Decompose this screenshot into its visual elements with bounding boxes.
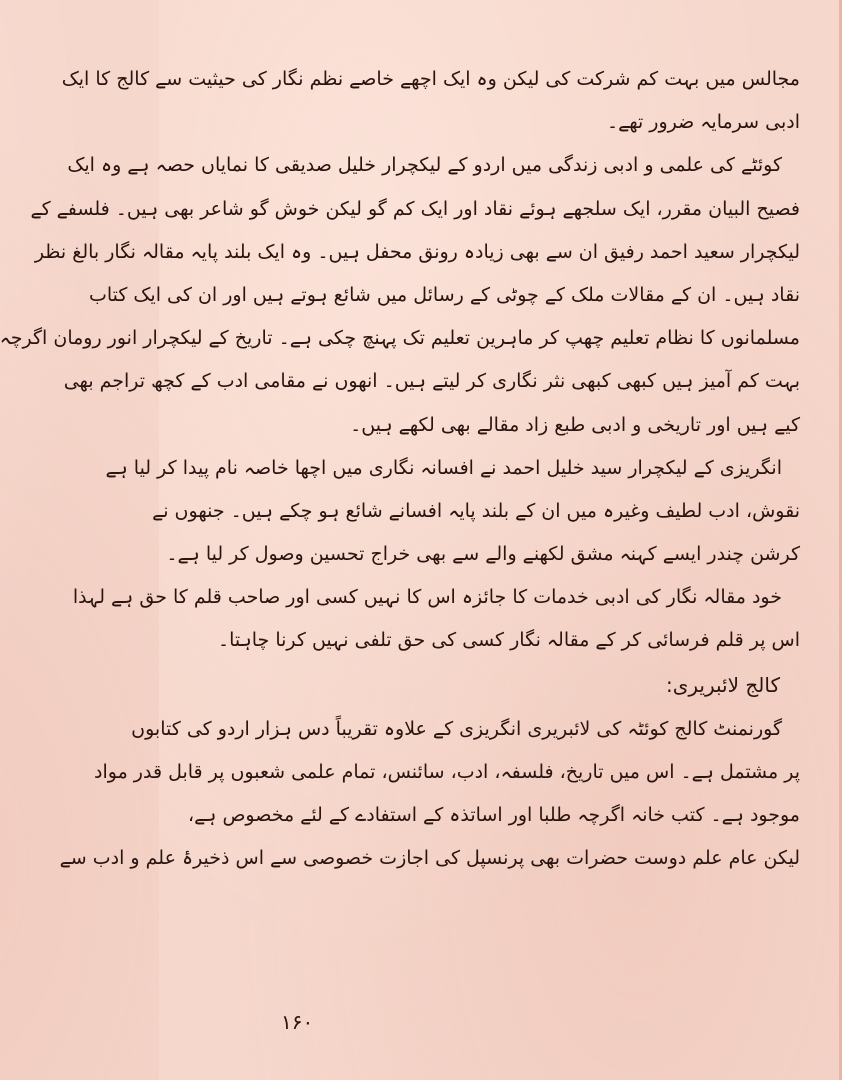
text-line: پر مشتمل ہے۔ اس میں تاریخ، فلسفہ، ادب، سائنس، تمام علمی شعبوں پر قابل قدر مواد — [94, 760, 800, 783]
text-line: خود مقالہ نگار کی ادبی خدمات کا جائزہ اس کا نہیں کسی اور صاحب قلم کا حق ہے لہذا — [72, 586, 782, 609]
text-line: کیے ہیں اور تاریخی و ادبی طبع زاد مقالے بھی لکھے ہیں۔ — [350, 413, 800, 436]
page-number: ۱۶۰ — [281, 1010, 314, 1034]
text-line: لیکن عام علم دوست حضرات بھی پرنسپل کی اجازت خصوصی سے اس ذخیرۂ علم و ادب سے — [59, 847, 800, 870]
text-line: کوئٹے کی علمی و ادبی زندگی میں اردو کے لیکچرار خلیل صدیقی کا نمایاں حصہ ہے وہ ایک — [67, 154, 782, 177]
text-line: نقوش، ادب لطیف وغیرہ میں ان کے بلند پایہ افسانے شائع ہو چکے ہیں۔ جنھوں نے — [152, 499, 800, 522]
text-line: لیکچرار سعید احمد رفیق ان سے بھی زیادہ رونق محفل ہیں۔ وہ ایک بلند پایہ مقالہ نگار بالغ نظر — [34, 240, 800, 263]
text-line: موجود ہے۔ کتب خانہ اگرچہ طلبا اور اساتذہ کے استفادے کے لئے مخصوص ہے، — [188, 804, 800, 826]
text-line: فصیح البیان مقرر، ایک سلجھے ہوئے نقاد اور ایک کم گو لیکن خوش گو شاعر بھی ہیں۔ فلسفے کے — [30, 197, 800, 220]
text-line: نقاد ہیں۔ ان کے مقالات ملک کے چوٹی کے رسائل میں شائع ہوتے ہیں اور ان کی ایک کتاب — [88, 283, 800, 306]
text-line: کرشن چندر ایسے کہنہ مشق لکھنے والے سے بھی خراج تحسین وصول کر لیا ہے۔ — [166, 543, 800, 566]
text-line: مجالس میں بہت کم شرکت کی لیکن وہ ایک اچھے خاصے نظم نگار کی حیثیت سے کالج کا ایک — [61, 68, 800, 90]
text-line: مسلمانوں کا نظام تعلیم چھپ کر ماہرین تعلیم تک پہنچ چکی ہے۔ تاریخ کے لیکچرار انور رومان اگرچہ — [0, 327, 800, 350]
text-line: ادبی سرمایہ ضرور تھے۔ — [606, 111, 800, 134]
text-line: گورنمنٹ کالج کوئٹہ کی لائبریری انگریزی کے علاوہ تقریباً دس ہزار اردو کی کتابوں — [131, 717, 782, 740]
text-line: انگریزی کے لیکچرار سید خلیل احمد نے افسانہ نگاری میں اچھا خاصہ نام پیدا کر لیا ہے — [105, 456, 782, 479]
text-line: اس پر قلم فرسائی کر کے مقالہ نگار کسی کی حق تلفی نہیں کرنا چاہتا۔ — [217, 629, 800, 652]
text-line: بہت کم آمیز ہیں کبھی کبھی نثر نگاری کر لیتے ہیں۔ انھوں نے مقامی ادب کے کچھ تراجم بھی — [63, 370, 800, 393]
section-heading: کالج لائبریری: — [665, 672, 780, 697]
body-text — [0, 58, 800, 880]
